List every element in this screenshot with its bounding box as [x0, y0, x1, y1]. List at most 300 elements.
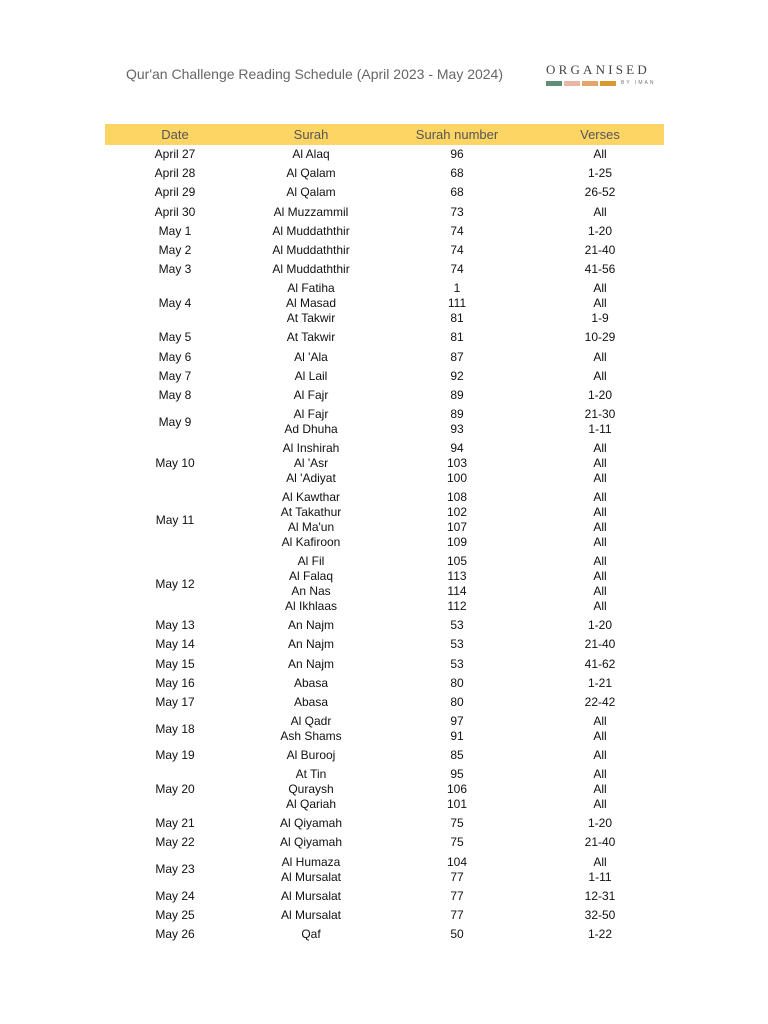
surah-text: Al Alaq: [292, 147, 330, 162]
surah-text: Al Muzzammil: [273, 204, 349, 219]
row-verses: [585, 693, 616, 712]
row-surah: [284, 405, 337, 439]
surah-number-text: 91: [450, 729, 464, 743]
verses-text: 1-20: [587, 816, 613, 831]
date-text: April 27: [154, 147, 196, 162]
surah-text: Al Muddaththir: [272, 223, 350, 238]
surah-number-text: 111: [447, 296, 467, 311]
row-verses: [588, 616, 612, 635]
row-surah-number: [450, 222, 463, 241]
date-text: May 26: [155, 927, 195, 942]
verses-text: 1-11: [588, 422, 612, 437]
table-row: [0, 260, 768, 279]
surah-number-text: 107: [446, 520, 468, 535]
row-date: [155, 203, 196, 222]
surah-text: Al 'Asr: [293, 456, 329, 471]
date-text: May 18: [155, 721, 195, 736]
row-verses: [585, 328, 616, 347]
table-row: [0, 552, 768, 616]
date-text: May 13: [155, 618, 195, 633]
verses-text: All: [593, 854, 607, 869]
verses-text: All: [593, 782, 607, 797]
document-title: Qur'an Challenge Reading Schedule (April 2023 - May 2024): [126, 66, 504, 82]
surah-number-text: 53: [450, 637, 464, 652]
row-surah: [294, 674, 328, 693]
row-verses: [585, 183, 616, 202]
row-date: [155, 616, 194, 635]
surah-number-text: 96: [450, 147, 464, 162]
row-verses: [593, 552, 606, 616]
table-row: [0, 183, 768, 202]
surah-number-text: 103: [446, 456, 468, 471]
date-text: April 30: [154, 204, 196, 219]
surah-number-text: 68: [450, 185, 464, 200]
surah-number-text: 80: [450, 675, 464, 690]
row-verses: [593, 439, 606, 488]
header-date: Date: [161, 127, 189, 142]
row-date: [155, 925, 194, 944]
verses-text: All: [593, 767, 607, 782]
row-surah-number: [447, 765, 467, 814]
verses-text: All: [593, 204, 607, 219]
verses-text: All: [593, 520, 607, 535]
row-surah: [286, 183, 335, 202]
date-text: May 24: [155, 888, 195, 903]
table-row: [0, 488, 768, 552]
date-text: May 23: [155, 862, 195, 877]
surah-number-text: 94: [450, 441, 464, 456]
table-row: [0, 386, 768, 405]
surah-text: Al Fatiha: [287, 281, 335, 296]
logo-swatch: [564, 81, 580, 86]
date-text: May 21: [155, 816, 195, 831]
verses-text: 1-22: [587, 927, 613, 942]
surah-text: At Tin: [295, 767, 327, 782]
verses-text: All: [593, 797, 607, 812]
table-row: [0, 328, 768, 347]
date-text: May 2: [158, 243, 192, 258]
row-date: [156, 488, 194, 552]
surah-text: Al Burooj: [286, 748, 336, 763]
row-surah-number: [450, 654, 463, 673]
row-surah-number: [450, 616, 463, 635]
row-surah: [286, 279, 336, 328]
header-surah-number: Surah number: [415, 127, 499, 142]
table-row: [0, 616, 768, 635]
table-row: [0, 765, 768, 814]
row-surah-number: [450, 348, 463, 367]
verses-text: All: [593, 535, 607, 550]
surah-number-text: 109: [446, 535, 468, 550]
surah-number-text: 95: [450, 767, 464, 782]
surah-text: At Takathur: [280, 505, 342, 520]
surah-text: Al Qalam: [286, 166, 336, 181]
surah-number-text: 81: [450, 330, 464, 345]
row-date: [155, 765, 194, 814]
surah-text: Al Ikhlaas: [284, 599, 338, 614]
date-text: May 7: [158, 368, 192, 383]
date-text: May 19: [155, 748, 195, 763]
row-surah: [280, 833, 342, 852]
row-verses: [585, 241, 616, 260]
row-date: [159, 260, 192, 279]
row-surah-number: [448, 279, 466, 328]
row-verses: [588, 386, 612, 405]
row-surah: [287, 328, 335, 347]
row-verses: [593, 367, 606, 386]
row-verses: [585, 833, 616, 852]
surah-text: Al Qadr: [290, 714, 332, 728]
row-verses: [593, 348, 606, 367]
logo-subtitle: BY IMAN: [621, 80, 656, 86]
table-row: [0, 906, 768, 925]
row-date: [155, 693, 194, 712]
table-row: [0, 833, 768, 852]
row-surah-number: [447, 439, 467, 488]
row-date: [155, 853, 194, 887]
row-surah: [285, 552, 337, 616]
header-surah: Surah: [293, 127, 329, 142]
surah-number-text: 74: [450, 223, 464, 238]
date-text: May 3: [158, 262, 192, 277]
header-verses: Verses: [580, 127, 620, 142]
surah-number-text: 74: [450, 262, 464, 277]
surah-number-text: 89: [450, 387, 464, 402]
row-date: [155, 439, 194, 488]
verses-text: All: [593, 456, 607, 471]
table-row: [0, 746, 768, 765]
row-surah: [288, 654, 334, 673]
surah-number-text: 104: [446, 854, 468, 869]
surah-number-text: 87: [450, 349, 464, 364]
surah-text: Al Humaza: [281, 854, 341, 869]
surah-text: Al Mursalat: [280, 907, 342, 922]
row-surah: [292, 145, 329, 164]
row-surah: [281, 906, 341, 925]
date-text: April 29: [154, 185, 196, 200]
verses-text: 1-20: [587, 618, 613, 633]
row-surah: [281, 887, 341, 906]
row-verses: [585, 887, 616, 906]
surah-text: Al Qariah: [285, 797, 337, 812]
row-surah: [294, 386, 329, 405]
surah-text: Quraysh: [288, 782, 334, 797]
surah-text: Al Qalam: [286, 185, 336, 200]
table-row: [0, 814, 768, 833]
date-text: May 22: [155, 835, 195, 850]
surah-number-text: 108: [446, 490, 468, 505]
row-surah-number: [450, 746, 463, 765]
table-row: [0, 853, 768, 887]
table-row: [0, 367, 768, 386]
row-surah-number: [450, 145, 463, 164]
row-surah-number: [450, 405, 463, 439]
row-date: [155, 887, 194, 906]
date-text: May 11: [155, 512, 195, 527]
surah-number-text: 93: [450, 422, 464, 437]
row-date: [155, 712, 194, 746]
date-text: May 9: [158, 414, 192, 429]
date-text: May 17: [155, 694, 195, 709]
surah-number-text: 113: [447, 569, 467, 584]
row-date: [159, 279, 192, 328]
surah-number-text: 97: [450, 714, 464, 728]
surah-number-text: 1: [453, 281, 461, 296]
table-row: [0, 222, 768, 241]
surah-text: Al Ma'un: [287, 520, 335, 535]
row-date: [155, 833, 194, 852]
table-row: [0, 164, 768, 183]
row-verses: [588, 925, 612, 944]
verses-text: 41-62: [584, 656, 616, 671]
row-date: [159, 348, 192, 367]
row-surah-number: [447, 488, 467, 552]
surah-number-text: 50: [450, 927, 464, 942]
verses-text: 1-20: [587, 387, 613, 402]
row-date: [155, 183, 196, 202]
row-date: [159, 386, 192, 405]
surah-number-text: 81: [450, 311, 464, 326]
verses-text: All: [593, 729, 607, 743]
date-text: May 16: [155, 675, 195, 690]
row-date: [155, 654, 194, 673]
row-surah-number: [447, 853, 467, 887]
row-surah: [272, 241, 349, 260]
row-date: [155, 145, 196, 164]
date-text: May 4: [158, 296, 192, 311]
verses-text: All: [593, 490, 607, 505]
row-verses: [585, 405, 616, 439]
table-row: [0, 712, 768, 746]
verses-text: All: [593, 599, 607, 614]
verses-text: All: [593, 748, 607, 763]
row-date: [159, 241, 192, 260]
table-row: [0, 405, 768, 439]
surah-text: At Takwir: [286, 311, 336, 326]
row-surah-number: [450, 241, 463, 260]
row-verses: [588, 222, 612, 241]
surah-text: Al Lail: [294, 368, 328, 383]
row-date: [155, 906, 194, 925]
logo-swatch: [546, 81, 562, 86]
row-surah-number: [450, 260, 463, 279]
surah-text: Al Qiyamah: [279, 816, 343, 831]
date-text: May 25: [155, 907, 195, 922]
table-row: [0, 439, 768, 488]
row-date: [155, 164, 196, 183]
row-surah-number: [450, 906, 463, 925]
surah-text: Al Fajr: [293, 407, 329, 422]
verses-text: All: [593, 441, 607, 456]
surah-number-text: 74: [450, 243, 464, 258]
surah-number-text: 92: [450, 368, 464, 383]
verses-text: 21-40: [584, 637, 616, 652]
verses-text: 41-56: [584, 262, 616, 277]
surah-number-text: 89: [450, 407, 464, 422]
row-verses: [588, 853, 611, 887]
row-surah: [286, 765, 336, 814]
date-text: April 28: [154, 166, 196, 181]
surah-text: Al Muddaththir: [272, 243, 350, 258]
surah-text: Al Fil: [297, 554, 325, 569]
logo-wordmark: ORGANISED: [546, 62, 650, 77]
verses-text: All: [593, 569, 607, 584]
row-verses: [593, 712, 606, 746]
row-date: [155, 635, 194, 654]
surah-text: Al Inshirah: [282, 441, 340, 456]
surah-text: Al 'Adiyat: [286, 471, 336, 486]
row-verses: [588, 674, 612, 693]
row-surah-number: [450, 367, 463, 386]
row-verses: [591, 279, 608, 328]
row-verses: [585, 260, 616, 279]
surah-text: Abasa: [293, 694, 329, 709]
verses-text: All: [593, 471, 607, 486]
surah-text: Abasa: [293, 675, 329, 690]
verses-text: All: [593, 584, 607, 599]
surah-text: Ash Shams: [280, 729, 342, 743]
row-verses: [593, 488, 606, 552]
row-surah: [274, 203, 349, 222]
row-surah-number: [450, 164, 463, 183]
surah-number-text: 75: [450, 816, 464, 831]
verses-text: All: [593, 147, 607, 162]
row-surah-number: [450, 203, 463, 222]
row-verses: [593, 765, 606, 814]
table-row: [0, 279, 768, 328]
surah-text: An Najm: [287, 656, 335, 671]
date-text: May 20: [155, 782, 195, 797]
surah-number-text: 114: [447, 584, 467, 599]
surah-number-text: 100: [446, 471, 468, 486]
row-surah-number: [450, 674, 463, 693]
surah-text: Al Masad: [285, 296, 337, 311]
row-surah: [288, 616, 334, 635]
row-verses: [585, 906, 616, 925]
brand-logo: [546, 62, 656, 86]
surah-number-text: 75: [450, 835, 464, 850]
row-surah: [295, 367, 328, 386]
surah-number-text: 80: [450, 694, 464, 709]
verses-text: All: [593, 505, 607, 520]
surah-text: An Najm: [287, 637, 335, 652]
row-surah: [301, 925, 320, 944]
surah-number-text: 77: [450, 888, 464, 903]
verses-text: 26-52: [584, 185, 616, 200]
surah-number-text: 53: [450, 618, 464, 633]
surah-text: Al Mursalat: [280, 888, 342, 903]
surah-text: At Takwir: [286, 330, 336, 345]
verses-text: 32-50: [584, 907, 616, 922]
logo-swatch: [582, 81, 598, 86]
surah-text: Al Mursalat: [280, 869, 342, 884]
logo-swatch: [600, 81, 616, 86]
row-date: [159, 328, 192, 347]
row-surah-number: [447, 552, 467, 616]
row-surah-number: [450, 925, 463, 944]
row-surah: [281, 853, 341, 887]
verses-text: 22-42: [584, 694, 616, 709]
verses-text: 21-40: [584, 243, 616, 258]
row-surah: [286, 164, 335, 183]
logo-swatches: [546, 80, 656, 86]
table-row: [0, 887, 768, 906]
surah-number-text: 77: [450, 907, 464, 922]
row-surah: [281, 488, 341, 552]
row-surah-number: [450, 693, 463, 712]
surah-text: An Najm: [287, 618, 335, 633]
table-row: [0, 654, 768, 673]
surah-text: Al Kawthar: [281, 490, 341, 505]
surah-number-text: 85: [450, 748, 464, 763]
surah-number-text: 105: [446, 554, 468, 569]
surah-number-text: 106: [446, 782, 468, 797]
table-row: [0, 241, 768, 260]
date-text: May 1: [158, 223, 192, 238]
surah-text: Al Falaq: [288, 569, 334, 584]
row-date: [159, 405, 192, 439]
row-surah: [280, 814, 342, 833]
date-text: May 5: [158, 330, 192, 345]
verses-text: 10-29: [584, 330, 616, 345]
verses-text: All: [593, 349, 607, 364]
verses-text: 1-25: [587, 166, 613, 181]
surah-number-text: 112: [447, 599, 467, 614]
row-surah: [288, 635, 334, 654]
row-surah: [294, 348, 328, 367]
surah-text: Al Fajr: [293, 387, 329, 402]
verses-text: 12-31: [584, 888, 616, 903]
row-verses: [588, 814, 612, 833]
schedule-table-body: [0, 145, 768, 944]
verses-text: 1-20: [587, 223, 613, 238]
row-date: [159, 222, 192, 241]
date-text: May 14: [155, 637, 195, 652]
surah-text: Al Muddaththir: [272, 262, 350, 277]
row-date: [155, 746, 194, 765]
table-row: [0, 145, 768, 164]
date-text: May 12: [155, 576, 195, 591]
verses-text: All: [593, 296, 607, 311]
row-surah: [280, 712, 341, 746]
row-surah-number: [450, 386, 463, 405]
row-verses: [593, 203, 606, 222]
verses-text: 21-30: [584, 407, 616, 422]
table-row: [0, 203, 768, 222]
table-row: [0, 348, 768, 367]
row-surah-number: [450, 833, 463, 852]
row-surah: [272, 222, 349, 241]
date-text: May 10: [155, 456, 195, 471]
row-verses: [585, 635, 616, 654]
surah-text: Al Kafiroon: [281, 535, 341, 550]
verses-text: All: [593, 554, 607, 569]
row-surah-number: [450, 183, 463, 202]
surah-number-text: 102: [446, 505, 468, 520]
verses-text: All: [593, 714, 607, 728]
surah-text: An Nas: [291, 584, 331, 599]
row-surah-number: [450, 814, 463, 833]
surah-text: Qaf: [301, 927, 321, 942]
date-text: May 8: [158, 387, 192, 402]
verses-text: 1-21: [587, 675, 613, 690]
table-row: [0, 693, 768, 712]
row-verses: [593, 145, 606, 164]
surah-number-text: 77: [450, 869, 464, 884]
row-date: [155, 814, 194, 833]
verses-text: 1-9: [591, 311, 609, 326]
row-verses: [585, 654, 616, 673]
